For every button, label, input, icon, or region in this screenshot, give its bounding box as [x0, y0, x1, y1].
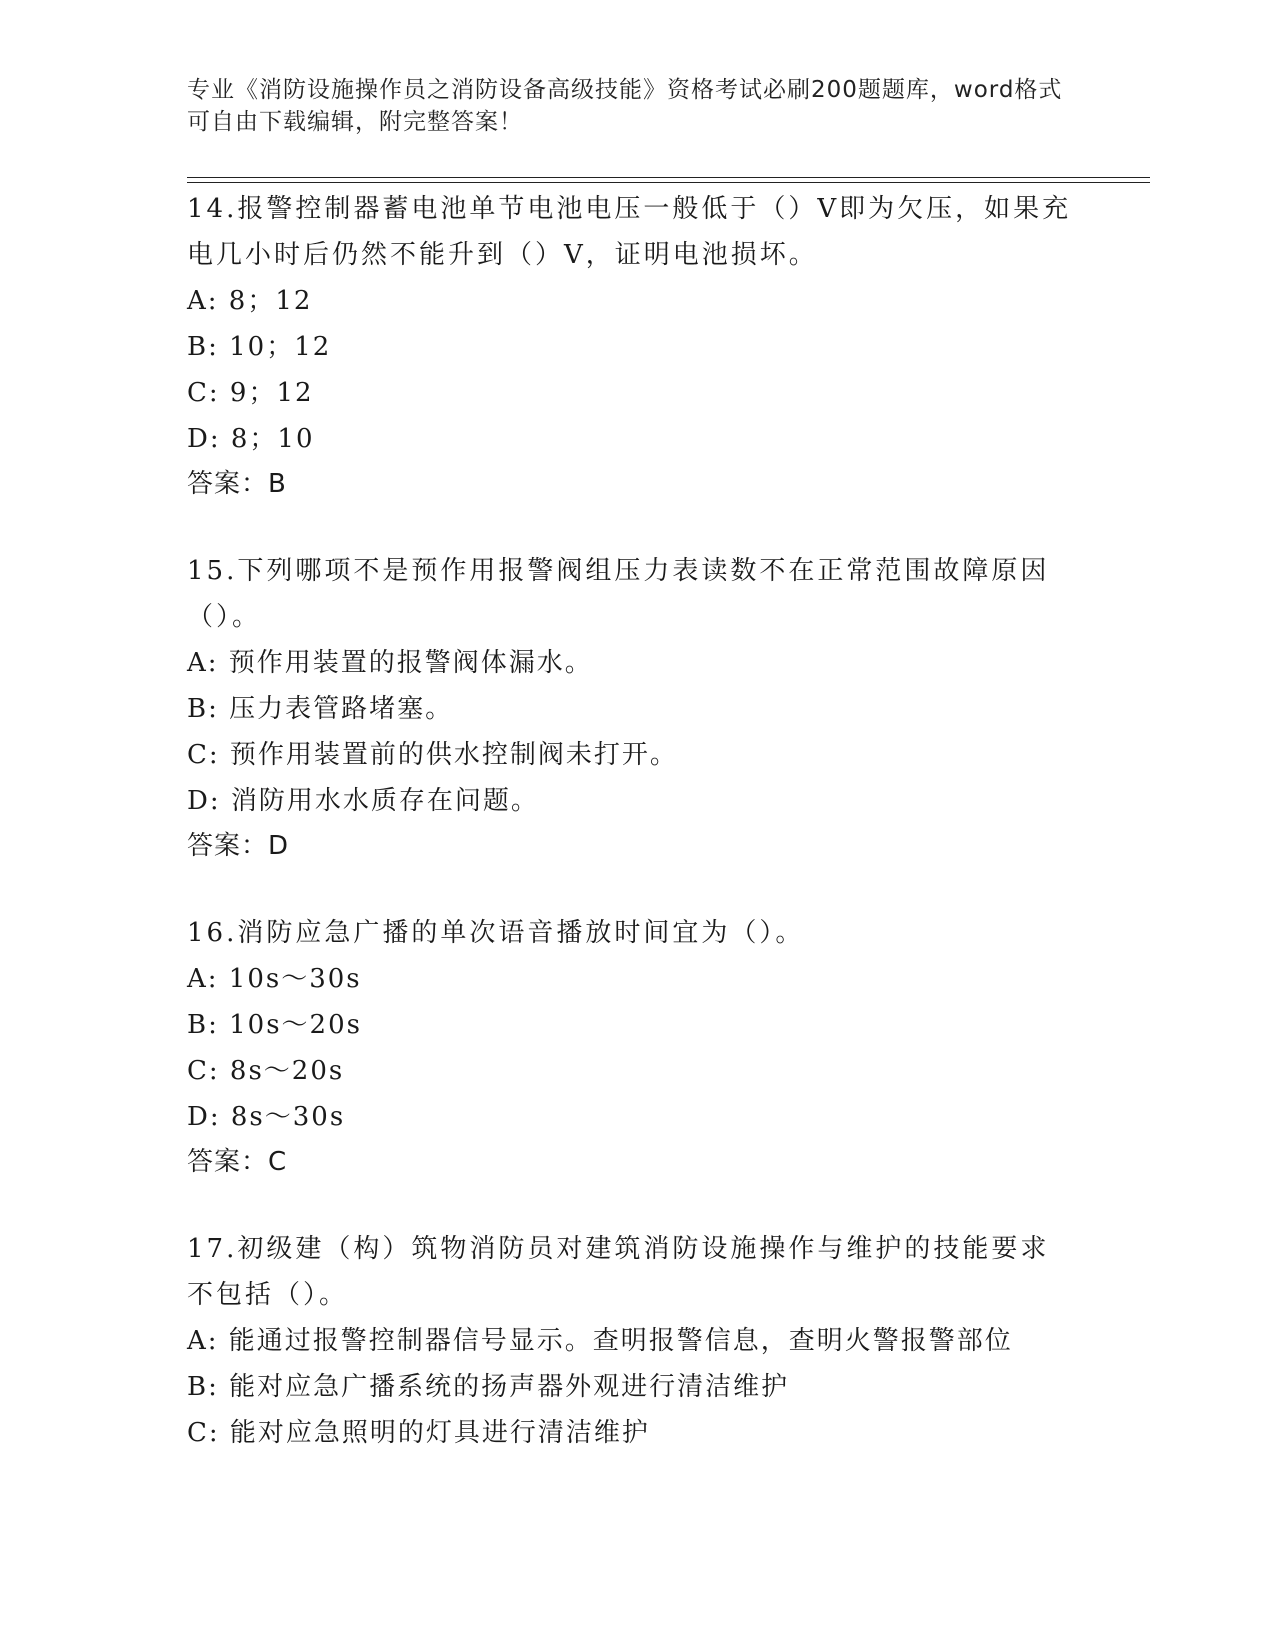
option-c: C: 能对应急照明的灯具进行清洁维护 [187, 1418, 650, 1448]
option-b: B: 10s～20s [187, 1010, 362, 1040]
header-divider-bottom [187, 182, 1150, 183]
question-stem: 16.消防应急广播的单次语音播放时间宜为（）。 [187, 918, 805, 948]
question-stem: 15.下列哪项不是预作用报警阀组压力表读数不在正常范围故障原因（）。 [187, 556, 1050, 632]
option-a: A: 预作用装置的报警阀体漏水。 [187, 648, 593, 678]
question-stem: 17.初级建（构）筑物消防员对建筑消防设施操作与维护的技能要求不包括（）。 [187, 1234, 1050, 1310]
document-header: 专业《消防设施操作员之消防设备高级技能》资格考试必刷200题题库，word格式可自由下载编辑，附完整答案！ [187, 77, 1063, 135]
question-stem: 14.报警控制器蓄电池单节电池电压一般低于（）V即为欠压，如果充电几小时后仍然不能升到（）V，证明电池损坏。 [187, 194, 1072, 270]
option-d: D: 8；10 [187, 424, 315, 454]
option-b: B: 10；12 [187, 332, 332, 362]
answer: 答案：C [187, 1147, 288, 1177]
option-d: D: 8s～30s [187, 1102, 346, 1132]
option-b: B: 能对应急广播系统的扬声器外观进行清洁维护 [187, 1372, 790, 1402]
answer: 答案：D [187, 831, 290, 861]
question-14 [187, 186, 1077, 506]
option-c: C: 8s～20s [187, 1056, 345, 1086]
option-c: C: 9；12 [187, 378, 314, 408]
question-17 [187, 1226, 1077, 1456]
option-d: D: 消防用水水质存在问题。 [187, 786, 539, 816]
header-divider-top [187, 177, 1150, 178]
option-a: A: 能通过报警控制器信号显示。查明报警信息，查明火警报警部位 [187, 1326, 1013, 1356]
answer: 答案：B [187, 469, 287, 499]
question-15 [187, 548, 1077, 868]
option-a: A: 8；12 [187, 286, 313, 316]
option-b: B: 压力表管路堵塞。 [187, 694, 454, 724]
option-a: A: 10s～30s [187, 964, 362, 994]
option-c: C: 预作用装置前的供水控制阀未打开。 [187, 740, 678, 770]
question-16 [187, 910, 1077, 1184]
